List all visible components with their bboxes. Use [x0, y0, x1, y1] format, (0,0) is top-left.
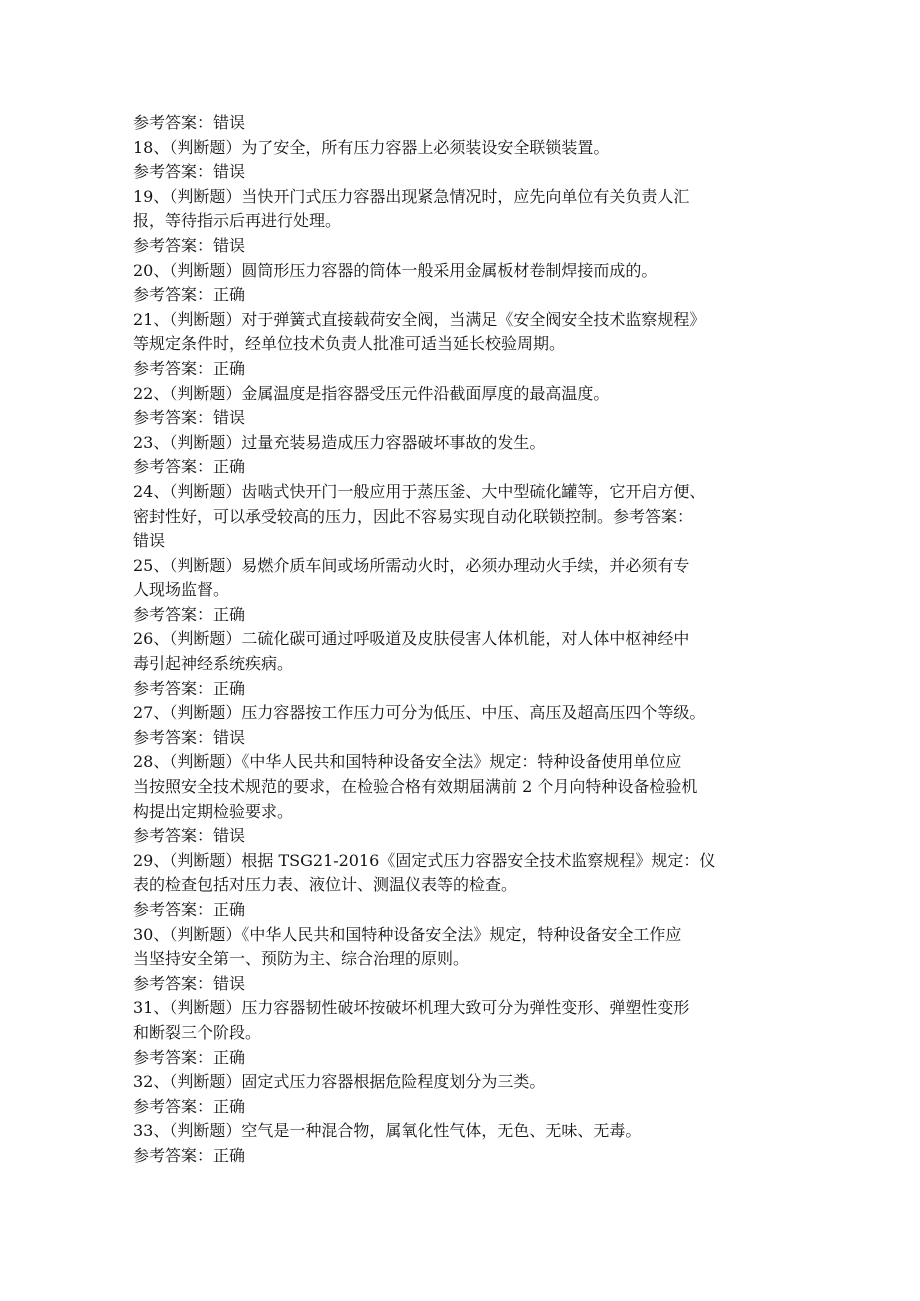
answer-line: 参考答案：错误	[133, 408, 246, 428]
question-line: 23、（判断题）过量充装易造成压力容器破坏事故的发生。	[133, 432, 546, 452]
answer-line: 参考答案：错误	[133, 727, 246, 747]
answer-line: 参考答案：正确	[133, 900, 246, 919]
answer-line: 参考答案：错误	[133, 235, 246, 255]
question-line: 当按照安全技术规范的要求，在检验合格有效期届满前 2 个月向特种设备检验机	[133, 777, 698, 797]
question-line: 18、（判断题）为了安全，所有压力容器上必须装设安全联锁装置。	[133, 137, 610, 157]
question-line: 构提出定期检验要求。	[133, 801, 294, 821]
question-line: 和断裂三个阶段。	[133, 1022, 262, 1042]
answer-line: 参考答案：正确	[133, 285, 246, 305]
answer-line: 错误	[133, 531, 166, 551]
question-line: 32、（判断题）固定式压力容器根据危险程度划分为三类。	[133, 1072, 546, 1092]
question-line: 24、（判断题）齿啮式快开门一般应用于蒸压釜、大中型硫化罐等，它开启方便、	[133, 481, 706, 501]
answer-line: 参考答案：正确	[133, 678, 246, 698]
answer-line: 参考答案：错误	[133, 162, 246, 182]
answer-line: 参考答案：正确	[133, 604, 246, 624]
answer-line: 参考答案：正确	[133, 358, 246, 378]
question-line: 密封性好，可以承受较高的压力，因此不容易实现自动化联锁控制。参考答案：	[133, 506, 694, 526]
answer-line: 参考答案：正确	[133, 1145, 246, 1165]
question-line: 28、（判断题）《中华人民共和国特种设备安全法》规定：特种设备使用单位应	[133, 752, 682, 772]
answer-line: 参考答案：错误	[133, 113, 246, 132]
answer-line: 参考答案：错误	[133, 973, 246, 993]
question-line: 25、（判断题）易燃介质车间或场所需动火时，必须办理动火手续，并必须有专	[133, 555, 690, 575]
question-line: 当坚持安全第一、预防为主、综合治理的原则。	[133, 949, 470, 969]
question-line: 27、（判断题）压力容器按工作压力可分为低压、中压、高压及超高压四个等级。	[133, 703, 706, 723]
question-line: 19、（判断题）当快开门式压力容器出现紧急情况时，应先向单位有关负责人汇	[133, 186, 690, 206]
question-line: 毒引起神经系统疾病。	[133, 654, 294, 674]
question-line: 等规定条件时，经单位技术负责人批准可适当延长校验周期。	[133, 334, 566, 354]
question-line: 人现场监督。	[133, 580, 230, 600]
answer-line: 参考答案：正确	[133, 1047, 246, 1067]
question-line: 33、（判断题）空气是一种混合物，属氧化性气体，无色、无味、无毒。	[133, 1121, 642, 1141]
question-line: 22、（判断题）金属温度是指容器受压元件沿截面厚度的最高温度。	[133, 383, 610, 403]
document-body	[133, 111, 793, 1169]
question-line: 29、（判断题）根据 TSG21-2016《固定式压力容器安全技术监察规程》规定：仪	[133, 850, 716, 870]
question-line: 30、（判断题）《中华人民共和国特种设备安全法》规定，特种设备安全工作应	[133, 924, 682, 944]
question-line: 表的检查包括对压力表、液位计、测温仪表等的检查。	[133, 875, 518, 895]
answer-line: 参考答案：正确	[133, 1096, 246, 1116]
question-line: 报，等待指示后再进行处理。	[133, 211, 342, 231]
answer-line: 参考答案：正确	[133, 457, 246, 477]
question-line: 26、（判断题）二硫化碳可通过呼吸道及皮肤侵害人体机能，对人体中枢神经中	[133, 629, 690, 649]
question-line: 31、（判断题）压力容器韧性破坏按破坏机理大致可分为弹性变形、弹塑性变形	[133, 998, 690, 1018]
answer-line: 参考答案：错误	[133, 826, 246, 846]
question-line: 20、（判断题）圆筒形压力容器的筒体一般采用金属板材卷制焊接而成的。	[133, 260, 658, 280]
question-line: 21、（判断题）对于弹簧式直接载荷安全阀，当满足《安全阀安全技术监察规程》	[133, 309, 706, 329]
